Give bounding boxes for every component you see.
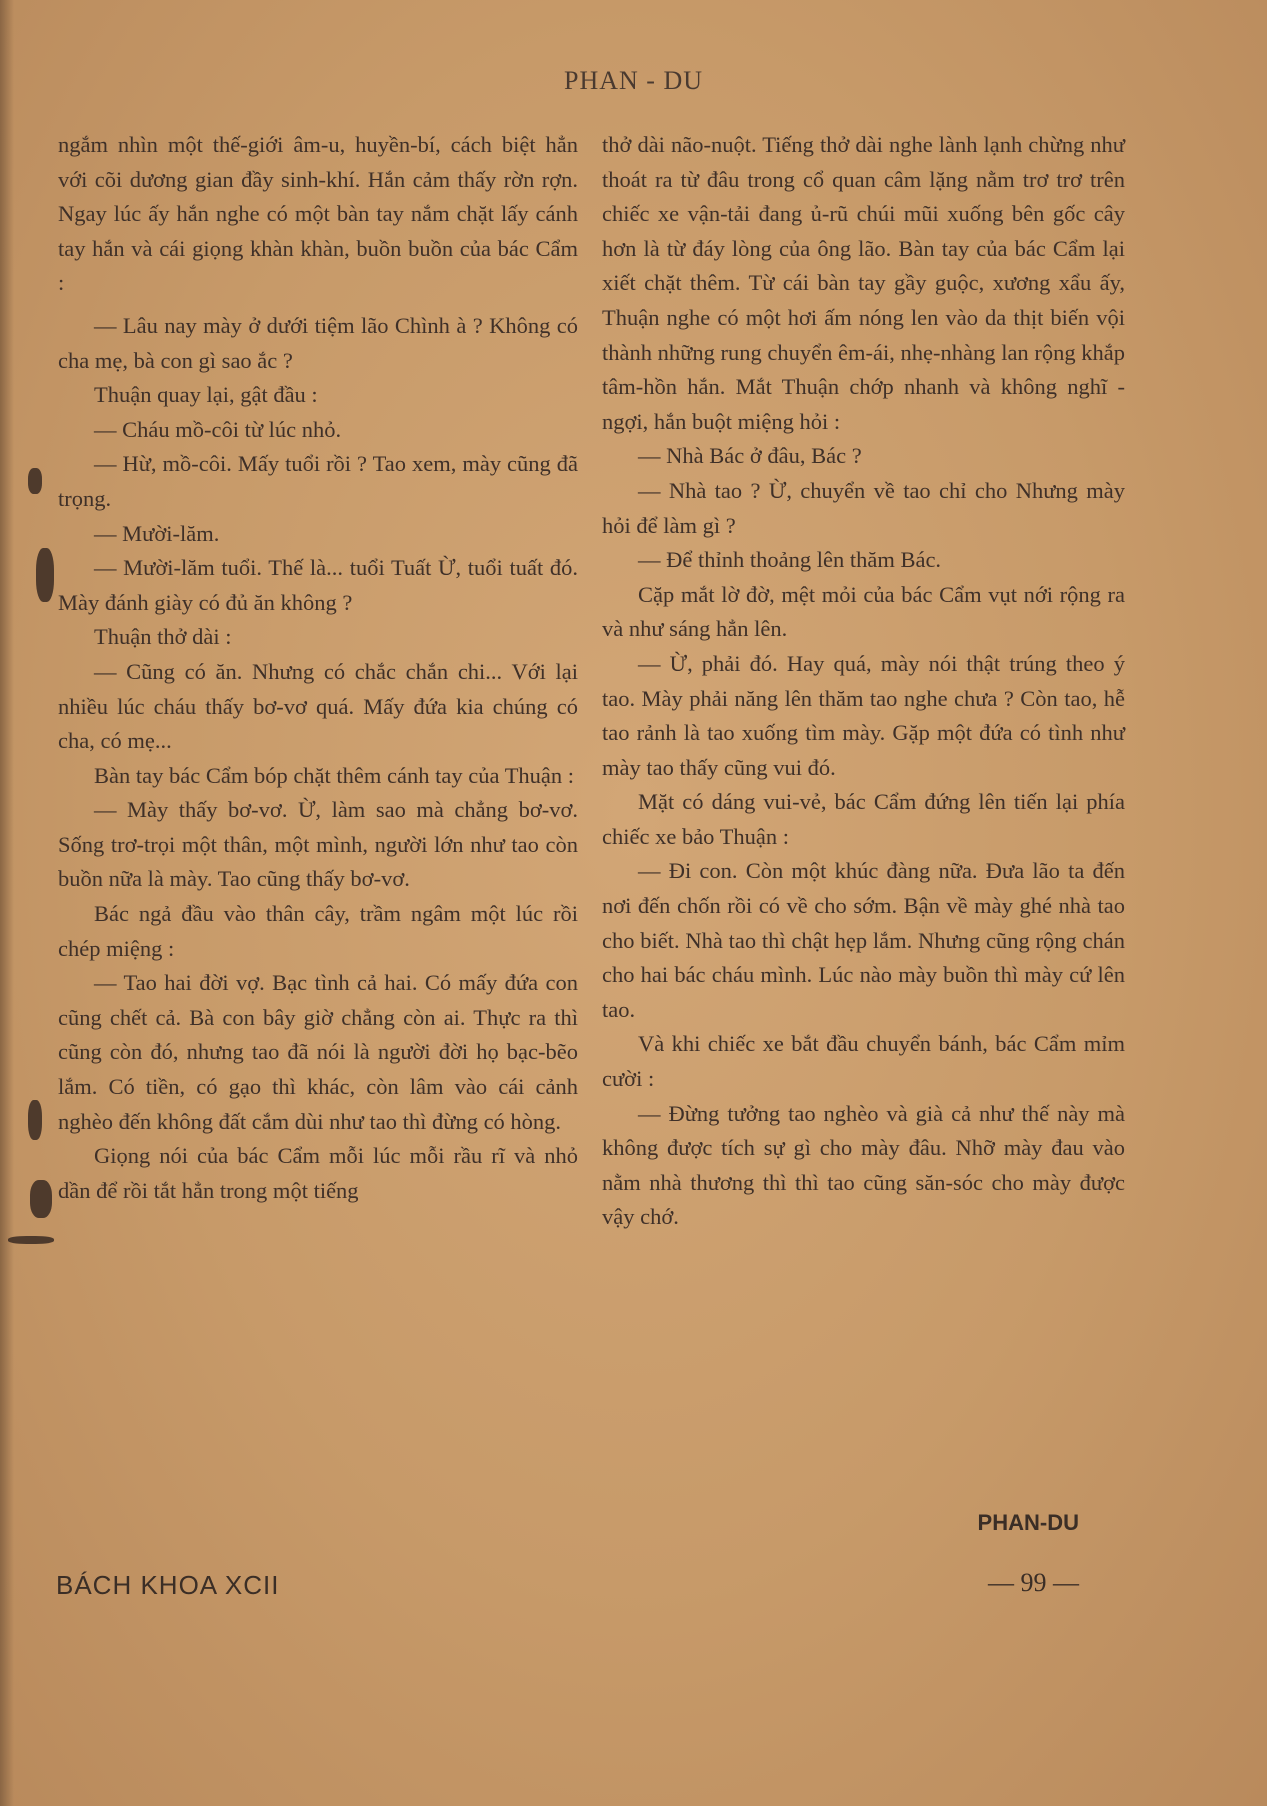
paragraph: — Ừ, phải đó. Hay quá, mày nói thật trúng theo ý tao. Mày phải năng lên thăm tao nghe chưa ? Còn tao, hễ tao rảnh là tao xuống tìm mày. Gặp một đứa có tình như mày tao thấy cũng vui đó.: [602, 650, 1125, 780]
paragraph: — Cũng có ăn. Nhưng có chắc chắn chi... Với lại nhiều lúc cháu thấy bơ-vơ quá. Mấy đứa kia chúng có cha, có mẹ...: [58, 658, 578, 754]
magazine-footer: BÁCH KHOA XCII: [56, 1570, 280, 1600]
paragraph: — Mày thấy bơ-vơ. Ừ, làm sao mà chẳng bơ-vơ. Sống trơ-trọi một thân, một mình, người lớn như tao còn buồn nữa là mày. Tao cũng thấy bơ-vơ.: [58, 797, 578, 892]
ink-blot-mark: [30, 1180, 52, 1218]
paragraph: Và khi chiếc xe bắt đầu chuyển bánh, bác Cẩm mỉm cười :: [602, 1031, 1125, 1092]
paragraph: — Nhà Bác ở đâu, Bác ?: [638, 443, 862, 469]
paragraph: — Cháu mồ-côi từ lúc nhỏ.: [94, 416, 342, 442]
paragraph: Cặp mắt lờ đờ, mệt mỏi của bác Cẩm vụt nới rộng ra và như sáng hẳn lên.: [602, 581, 1125, 642]
paragraph: thở dài não-nuột. Tiếng thở dài nghe lành lạnh chừng như thoát ra từ đâu trong cổ quan câm lặng nằm trơ trơ trên chiếc xe vận-tải đang ủ-rũ chúi mũi xuống bên gốc cây hơn là từ đáy lòng của ông lão. Bàn tay của bác Cẩm lại xiết chặt thêm. Từ cái bàn tay gầy guộc, xương xẩu ấy, Thuận nghe có một hơi ấm nóng len vào da thịt biến vội thành những rung chuyển êm-ái, nhẹ-nhàng lan rộng khắp tâm-hồn hắn. Mắt Thuận chớp nhanh và không nghĩ - ngợi, hắn buột miệng hỏi :: [602, 132, 1125, 434]
paragraph: — Lâu nay mày ở dưới tiệm lão Chình à ? Không có cha mẹ, bà con gì sao ắc ?: [58, 312, 578, 373]
paragraph: Mặt có dáng vui-vẻ, bác Cẩm đứng lên tiến lại phía chiếc xe bảo Thuận :: [602, 789, 1125, 849]
paragraph: — Mười-lăm.: [94, 520, 220, 546]
ink-blot-mark: [36, 548, 54, 602]
left-text-column: [58, 128, 578, 1208]
paragraph: — Đi con. Còn một khúc đàng nữa. Đưa lão ta đến nơi đến chốn rồi có về cho sớm. Bận về mày ghé nhà tao cho biết. Nhà tao thì chật hẹp lắm. Nhưng cũng rộng chán cho hai bác cháu mình. Lúc nào mày buồn thì mày cứ lên tao.: [602, 858, 1125, 1022]
page-edge-shadow: [0, 0, 14, 1806]
paragraph: — Đừng tưởng tao nghèo và già cả như thế này mà không được tích sự gì cho mày đâu. Nhỡ mày đau vào nằm nhà thương thì thì tao cũng săn-sóc cho mày được vậy chớ.: [602, 1100, 1125, 1230]
running-header: PHAN - DU: [564, 66, 703, 95]
paragraph: — Mười-lăm tuổi. Thế là... tuổi Tuất Ừ, tuổi tuất đó. Mày đánh giày có đủ ăn không ?: [58, 555, 578, 615]
paragraph: Thuận quay lại, gật đầu :: [94, 382, 318, 408]
ink-blot-mark: [28, 1100, 42, 1140]
ink-blot-mark: [8, 1236, 54, 1244]
paragraph: ngắm nhìn một thế-giới âm-u, huyền-bí, cách biệt hẳn với cõi dương gian đầy sinh-khí. Hắn cảm thấy rờn rợn. Ngay lúc ấy hắn nghe có một bàn tay nắm chặt lấy cánh tay hắn và cái giọng khàn khàn, buồn buồn của bác Cẩm :: [58, 132, 578, 296]
paragraph: Giọng nói của bác Cẩm mỗi lúc mỗi rầu rĩ và nhỏ dần để rồi tắt hẳn trong một tiếng: [58, 1143, 578, 1203]
paragraph: Bác ngả đầu vào thân cây, trầm ngâm một lúc rồi chép miệng :: [58, 901, 578, 961]
paragraph: — Hừ, mồ-côi. Mấy tuổi rồi ? Tao xem, mày cũng đã trọng.: [58, 451, 578, 511]
author-signature: PHAN-DU: [977, 1510, 1079, 1535]
paragraph: — Tao hai đời vợ. Bạc tình cả hai. Có mấy đứa con cũng chết cả. Bà con bây giờ chẳng còn ai. Thực ra thì cũng còn đó, nhưng tao đã nói là người đời họ bạc-bẽo lắm. Có tiền, có gạo thì khác, còn lâm vào cái cảnh nghèo đến không đất cắm dùi như tao thì đừng có hòng.: [58, 970, 578, 1134]
paragraph: — Để thỉnh thoảng lên thăm Bác.: [638, 547, 942, 573]
paragraph: Bàn tay bác Cẩm bóp chặt thêm cánh tay của Thuận :: [94, 762, 575, 788]
paragraph: Thuận thở dài :: [94, 624, 232, 650]
right-text-column: [602, 128, 1125, 1235]
page-number: — 99 —: [988, 1568, 1079, 1597]
ink-blot-mark: [28, 468, 42, 494]
paragraph: — Nhà tao ? Ừ, chuyển về tao chỉ cho Nhưng mày hỏi để làm gì ?: [602, 477, 1125, 538]
